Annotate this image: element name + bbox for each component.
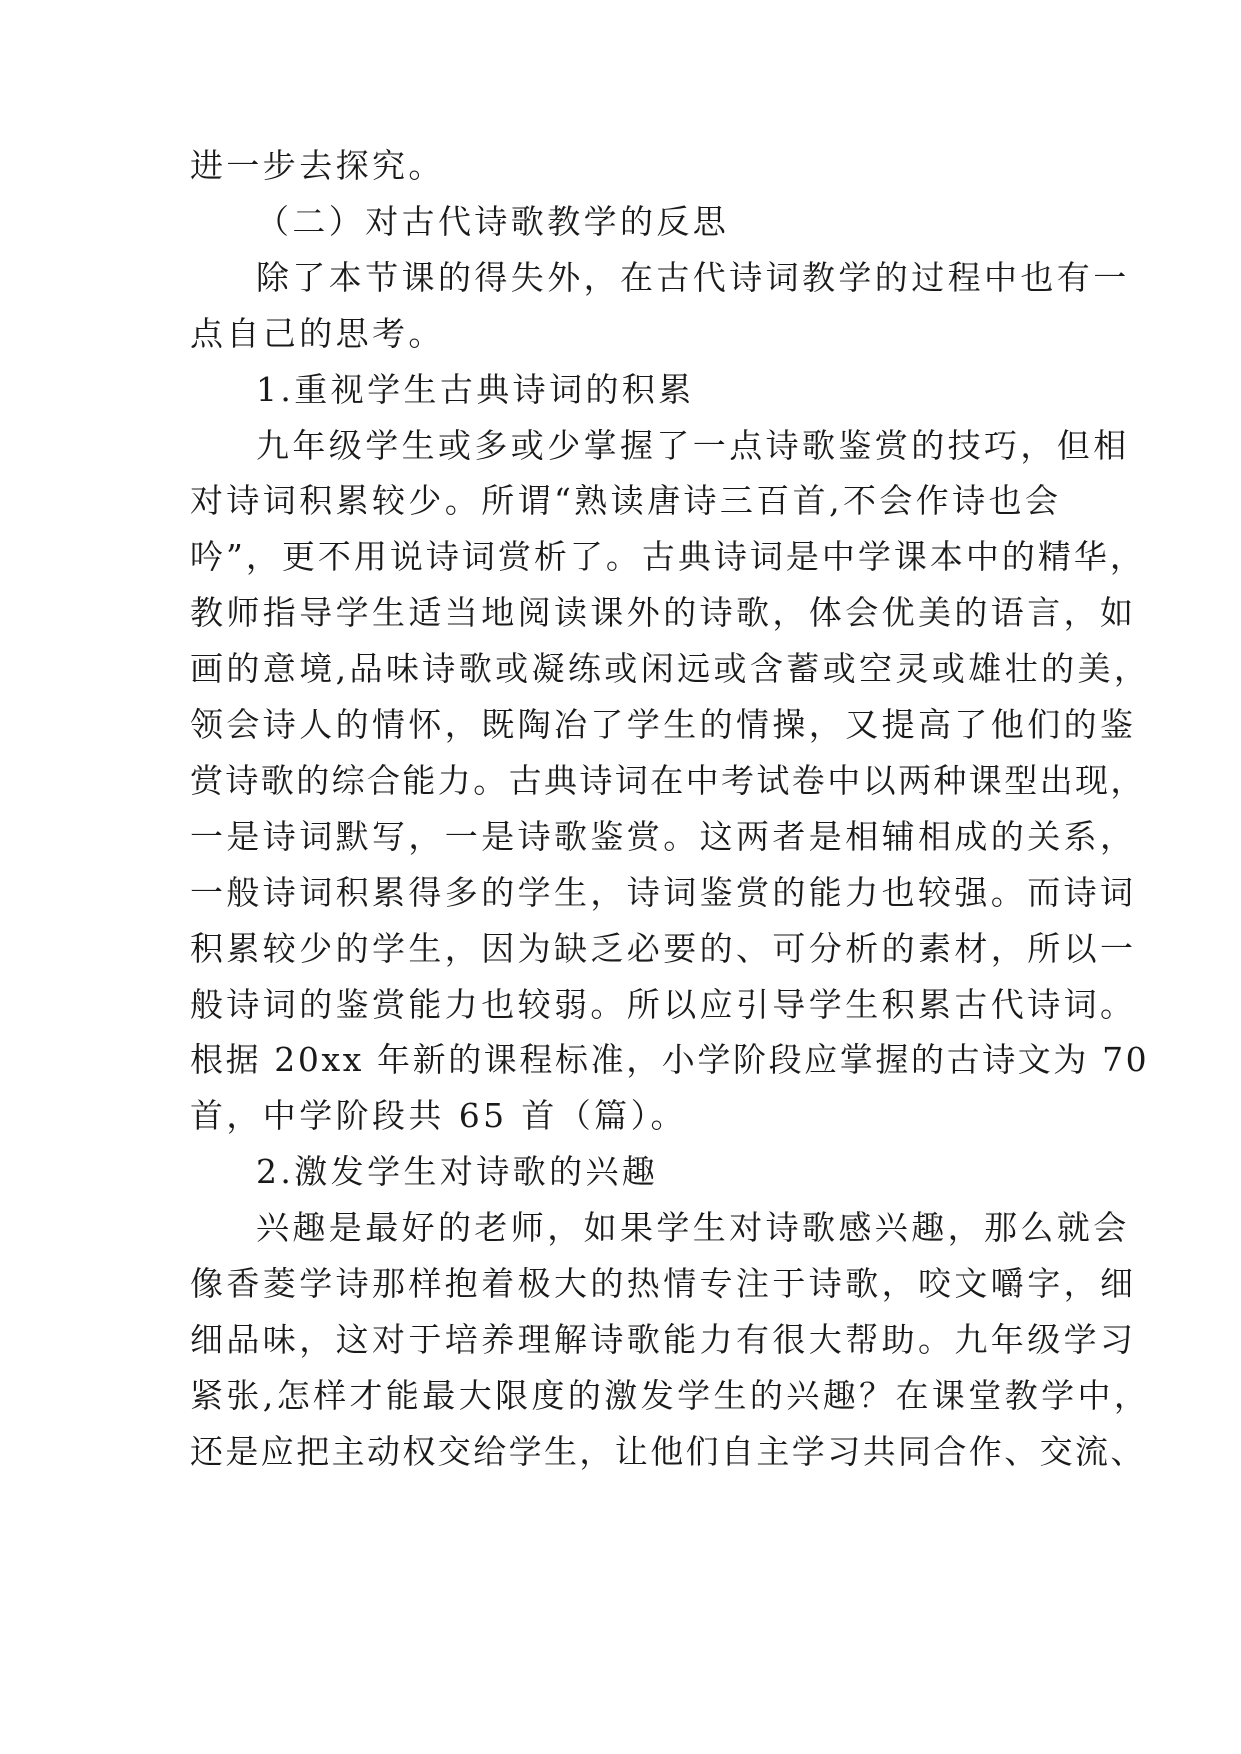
paragraph-line: 九年级学生或多或少掌握了一点诗歌鉴赏的技巧，但相 xyxy=(256,426,1130,465)
paragraph-line: 紧张,怎样才能最大限度的激发学生的兴趣？在课堂教学中， xyxy=(190,1376,1151,1415)
paragraph-line: 一是诗词默写，一是诗歌鉴赏。这两者是相辅相成的关系， xyxy=(190,817,1137,856)
section-heading: （二）对古代诗歌教学的反思 xyxy=(256,202,730,241)
paragraph-line: 进一步去探究。 xyxy=(190,146,445,185)
subsection-heading: 2.激发学生对诗歌的兴趣 xyxy=(256,1152,659,1191)
paragraph-line: 兴趣是最好的老师，如果学生对诗歌感兴趣，那么就会 xyxy=(256,1208,1130,1247)
subsection-heading: 1.重视学生古典诗词的积累 xyxy=(256,370,695,409)
paragraph-line: 一般诗词积累得多的学生，诗词鉴赏的能力也较强。而诗词 xyxy=(190,873,1137,912)
paragraph-line: 像香菱学诗那样抱着极大的热情专注于诗歌，咬文嚼字，细 xyxy=(190,1264,1137,1303)
paragraph-line: 还是应把主动权交给学生，让他们自主学习共同合作、交流、 xyxy=(190,1432,1146,1471)
paragraph-line: 积累较少的学生，因为缺乏必要的、可分析的素材，所以一 xyxy=(190,929,1137,968)
paragraph-line: 吟”，更不用说诗词赏析了。古典诗词是中学课本中的精华， xyxy=(190,537,1146,576)
paragraph-line: 般诗词的鉴赏能力也较弱。所以应引导学生积累古代诗词。 xyxy=(190,985,1137,1024)
paragraph-line: 对诗词积累较少。所谓“熟读唐诗三百首,不会作诗也会 xyxy=(190,481,1062,520)
paragraph-line: 根据 20xx 年新的课程标准，小学阶段应掌握的古诗文为 70 xyxy=(190,1040,1150,1079)
paragraph-line: 领会诗人的情怀，既陶冶了学生的情操，又提高了他们的鉴 xyxy=(190,705,1137,744)
paragraph-line: 赏诗歌的综合能力。古典诗词在中考试卷中以两种课型出现， xyxy=(190,761,1146,800)
paragraph-line: 细品味，这对于培养理解诗歌能力有很大帮助。九年级学习 xyxy=(190,1320,1137,1359)
paragraph-line: 教师指导学生适当地阅读课外的诗歌，体会优美的语言，如 xyxy=(190,593,1137,632)
paragraph-line: 点自己的思考。 xyxy=(190,314,445,353)
paragraph-line: 首，中学阶段共 65 首（篇）。 xyxy=(190,1096,687,1135)
paragraph-line: 画的意境,品味诗歌或凝练或闲远或含蓄或空灵或雄壮的美， xyxy=(190,649,1151,688)
paragraph-line: 除了本节课的得失外，在古代诗词教学的过程中也有一 xyxy=(256,258,1130,297)
